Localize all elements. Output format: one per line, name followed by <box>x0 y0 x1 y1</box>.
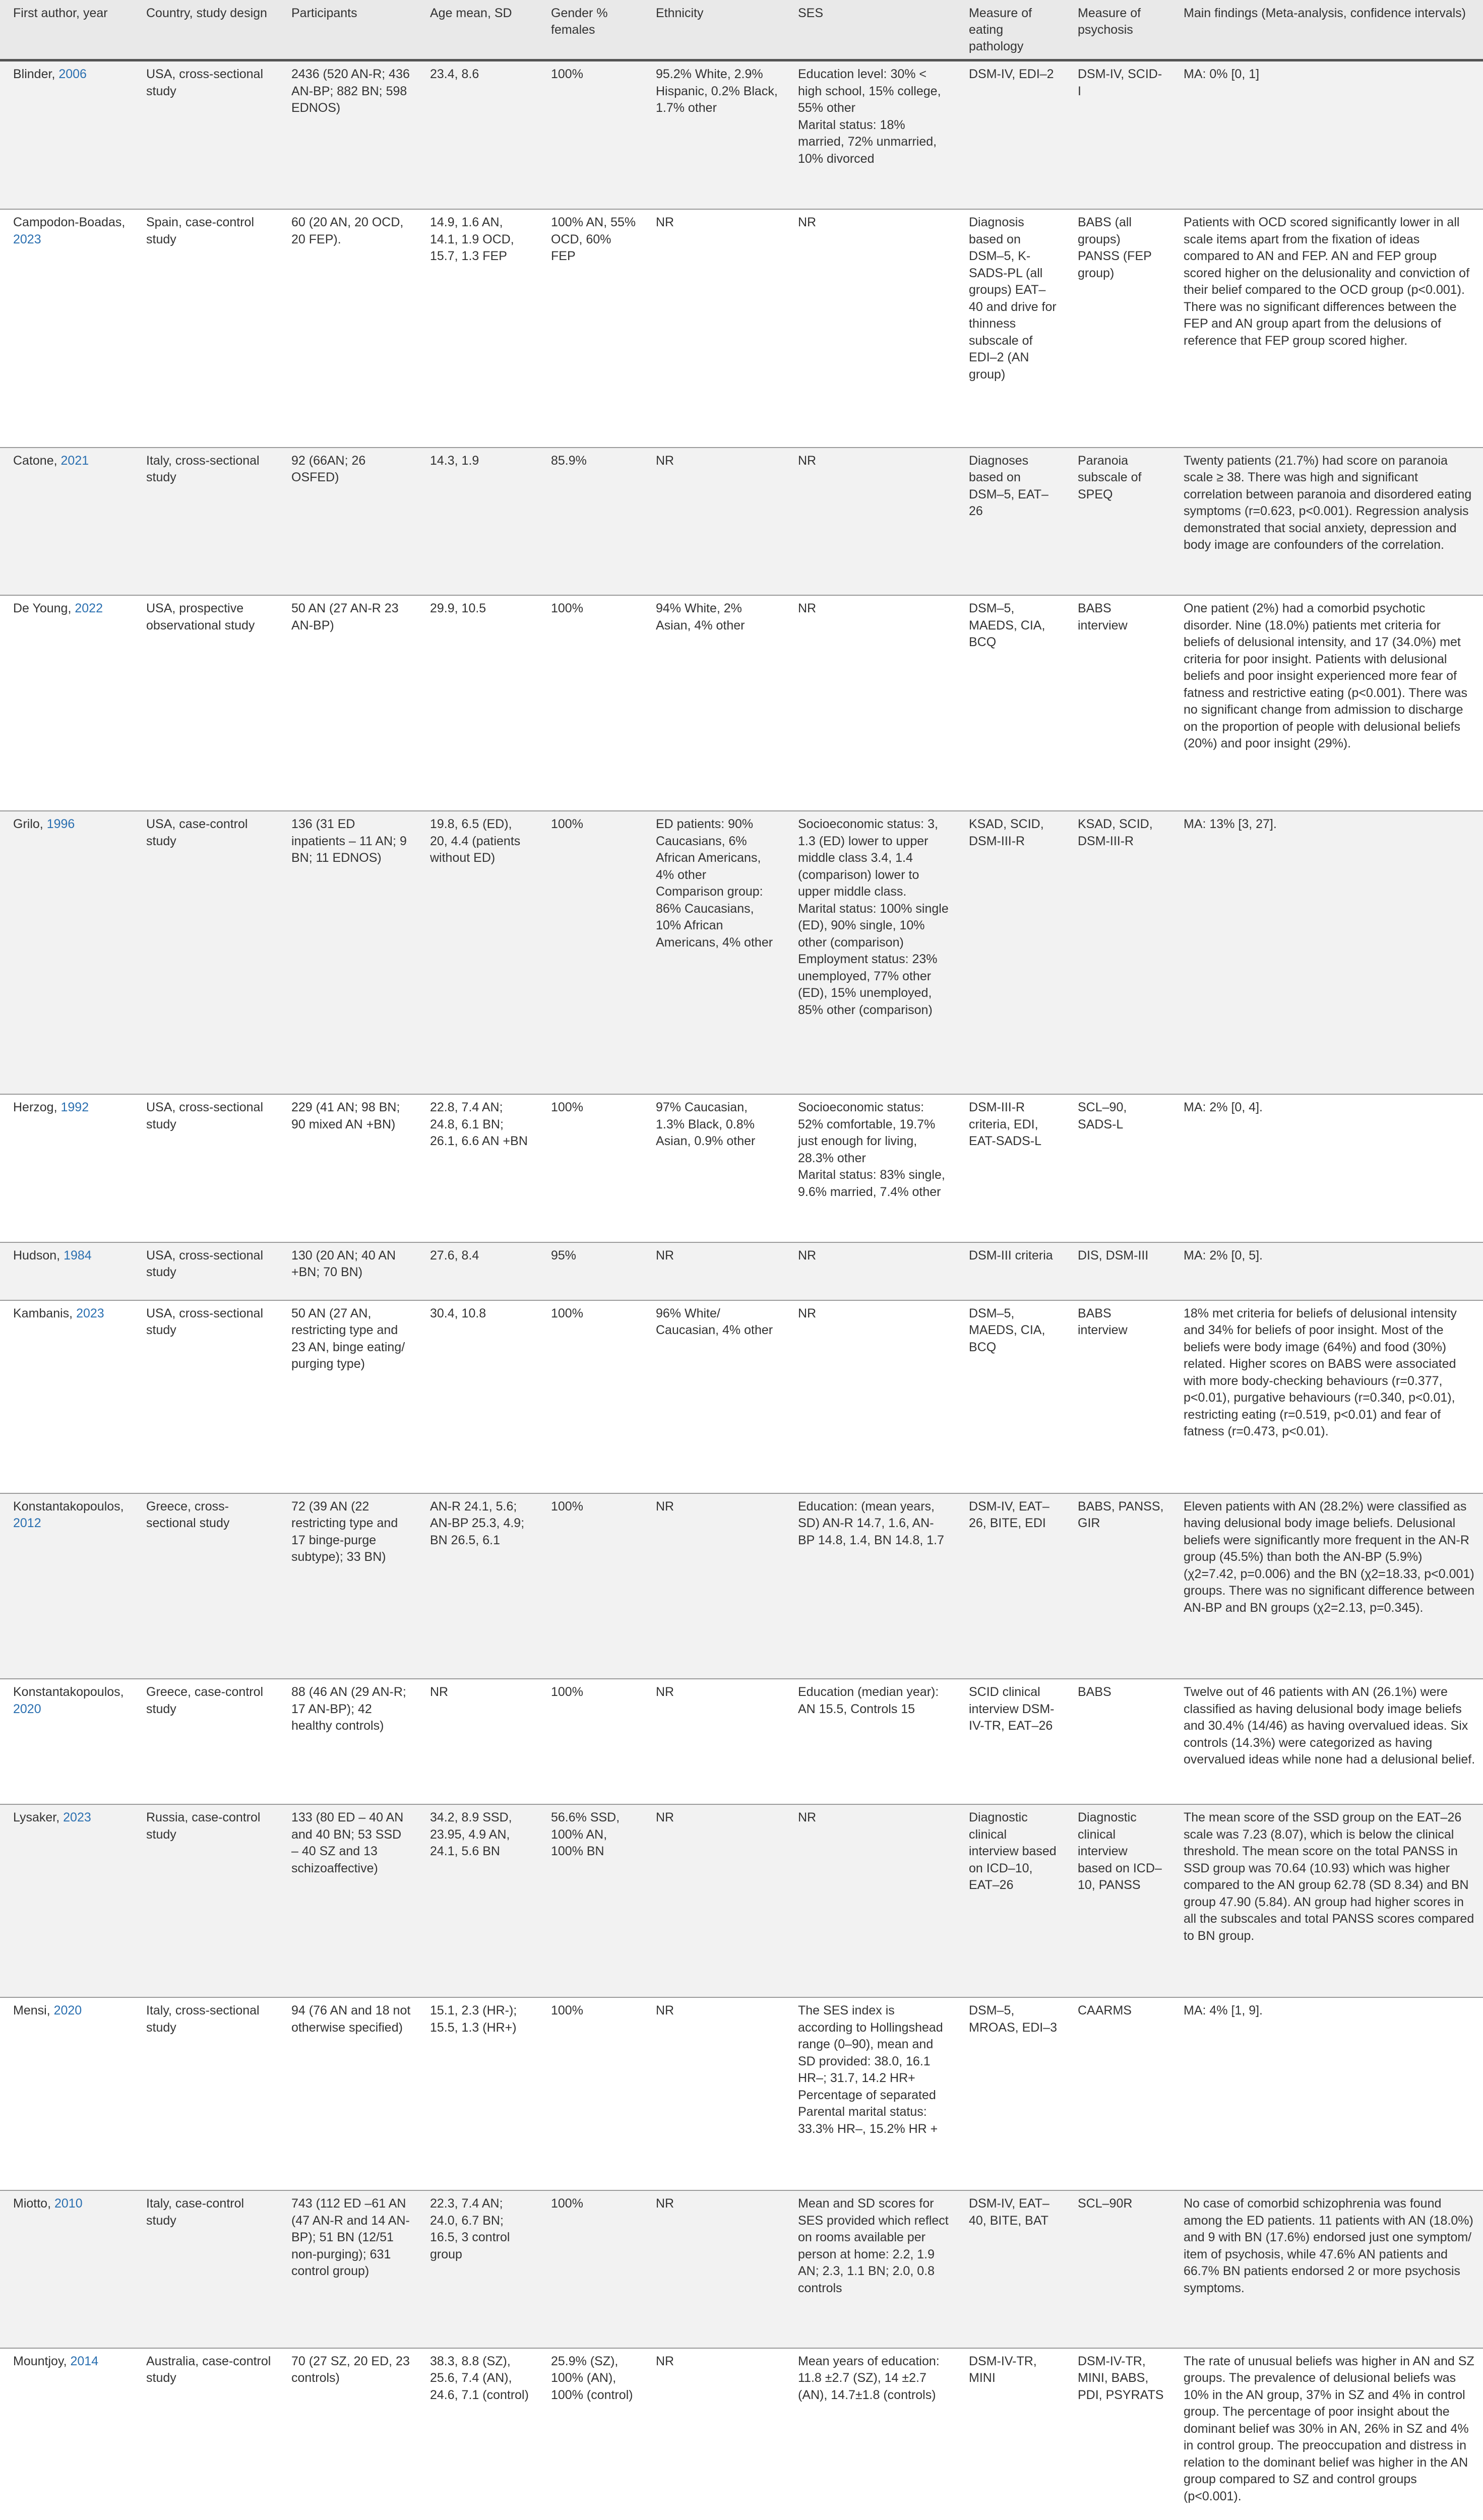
ses-cell: Mean and SD scores for SES provided which reflect on rooms available per person at home: 2.2, 1.9 AN; 2.3, 1.1 BN; 2.0, 0.8 controls <box>785 2190 956 2348</box>
country-cell: Greece, cross-sectional study <box>133 1493 278 1679</box>
table-row <box>0 811 1483 1094</box>
year-link[interactable]: 1984 <box>64 1248 92 1263</box>
ses-cell: Education level: 30% < high school, 15% college, 55% other Marital status: 18% married, 72% unmarried, 10% divorced <box>785 60 956 210</box>
findings-cell: The rate of unusual beliefs was higher in AN and SZ groups. The prevalence of delusional beliefs was 10% in the AN group, 37% in SZ and 4% in control group. The percentage of poor insight about the dominant belief was 30% in AN, 26% in SZ and 4% in control group. The preoccupation and distress in relation to the dominant belief was higher in the AN group compared to SZ and control groups (p<0.001). <box>1170 2348 1483 2520</box>
eating-measure-cell: SCID clinical interview DSM-IV-TR, EAT–26 <box>956 1679 1065 1804</box>
author-name: Kambanis, <box>13 1306 73 1320</box>
author-cell <box>0 209 133 448</box>
psychosis-measure-cell: BABS, PANSS, GIR <box>1065 1493 1170 1679</box>
table-body <box>0 60 1483 2520</box>
psychosis-measure-cell: BABS interview <box>1065 595 1170 811</box>
participants-cell: 60 (20 AN, 20 OCD, 20 FEP). <box>278 209 417 448</box>
participants-cell: 50 AN (27 AN, restricting type and 23 AN, binge eating/ purging type) <box>278 1300 417 1493</box>
gender-cell: 85.9% <box>538 448 643 596</box>
findings-cell: MA: 2% [0, 4]. <box>1170 1094 1483 1242</box>
psychosis-measure-cell: BABS interview <box>1065 1300 1170 1493</box>
participants-cell: 130 (20 AN; 40 AN +BN; 70 BN) <box>278 1242 417 1300</box>
table-header <box>0 0 1483 60</box>
participants-cell: 229 (41 AN; 98 BN; 90 mixed AN +BN) <box>278 1094 417 1242</box>
country-cell: Australia, case-control study <box>133 2348 278 2520</box>
year-link[interactable]: 2010 <box>54 2196 83 2211</box>
gender-cell: 100% <box>538 60 643 210</box>
gender-cell: 95% <box>538 1242 643 1300</box>
header-author: First author, year <box>0 0 133 60</box>
findings-cell: MA: 13% [3, 27]. <box>1170 811 1483 1094</box>
gender-cell: 100% <box>538 1493 643 1679</box>
country-cell: Greece, case-control study <box>133 1679 278 1804</box>
author-cell <box>0 1679 133 1804</box>
ethnicity-cell: NR <box>643 2348 785 2520</box>
table-row <box>0 595 1483 811</box>
age-cell: 29.9, 10.5 <box>417 595 538 811</box>
eating-measure-cell: DSM-III criteria <box>956 1242 1065 1300</box>
author-name: Catone, <box>13 453 57 468</box>
gender-cell: 100% <box>538 1094 643 1242</box>
eating-measure-cell: DSM-IV, EDI–2 <box>956 60 1065 210</box>
country-cell: USA, case-control study <box>133 811 278 1094</box>
participants-cell: 136 (31 ED inpatients – 11 AN; 9 BN; 11 EDNOS) <box>278 811 417 1094</box>
header-eating-measure: Measure of eating pathology <box>956 0 1065 60</box>
header-gender: Gender % females <box>538 0 643 60</box>
gender-cell: 25.9% (SZ), 100% (AN), 100% (control) <box>538 2348 643 2520</box>
author-cell <box>0 60 133 210</box>
author-cell <box>0 1094 133 1242</box>
country-cell: USA, cross-sectional study <box>133 1242 278 1300</box>
ses-cell: Mean years of education: 11.8 ±2.7 (SZ), 14 ±2.7 (AN), 14.7±1.8 (controls) <box>785 2348 956 2520</box>
ethnicity-cell: NR <box>643 1679 785 1804</box>
year-link[interactable]: 1992 <box>60 1100 89 1115</box>
author-name: Campodon-Boadas, <box>13 215 126 230</box>
author-cell <box>0 2348 133 2520</box>
header-main-findings: Main findings (Meta-analysis, confidence intervals) <box>1170 0 1483 60</box>
year-link[interactable]: 2006 <box>58 67 87 81</box>
table-row <box>0 448 1483 596</box>
psychosis-measure-cell: DIS, DSM-III <box>1065 1242 1170 1300</box>
findings-cell: Twelve out of 46 patients with AN (26.1%) were classified as having delusional body image beliefs and 30.4% (14/46) as having overvalued ideas. Six controls (14.3%) were categorized as having overvalued ideas while none had a delusional belief. <box>1170 1679 1483 1804</box>
ethnicity-cell: NR <box>643 448 785 596</box>
ethnicity-cell: 96% White/ Caucasian, 4% other <box>643 1300 785 1493</box>
author-cell <box>0 1300 133 1493</box>
ethnicity-cell: 95.2% White, 2.9% Hispanic, 0.2% Black, 1.7% other <box>643 60 785 210</box>
ses-cell: NR <box>785 595 956 811</box>
author-name: Miotto, <box>13 2196 51 2211</box>
year-link[interactable]: 2023 <box>76 1306 104 1320</box>
gender-cell: 100% <box>538 1679 643 1804</box>
ethnicity-cell: NR <box>643 2190 785 2348</box>
ses-cell: NR <box>785 209 956 448</box>
ethnicity-cell: NR <box>643 1997 785 2190</box>
author-name: Mensi, <box>13 2003 50 2018</box>
table-row <box>0 1493 1483 1679</box>
year-link[interactable]: 2012 <box>13 1516 41 1531</box>
participants-cell: 70 (27 SZ, 20 ED, 23 controls) <box>278 2348 417 2520</box>
country-cell: Spain, case-control study <box>133 209 278 448</box>
author-cell <box>0 595 133 811</box>
age-cell: 38.3, 8.8 (SZ), 25.6, 7.4 (AN), 24.6, 7.1 (control) <box>417 2348 538 2520</box>
age-cell: 14.3, 1.9 <box>417 448 538 596</box>
year-link[interactable]: 2023 <box>63 1810 91 1825</box>
gender-cell: 100% <box>538 595 643 811</box>
ethnicity-cell: NR <box>643 1493 785 1679</box>
ses-cell: Education: (mean years, SD) AN-R 14.7, 1.6, AN-BP 14.8, 1.4, BN 14.8, 1.7 <box>785 1493 956 1679</box>
participants-cell: 72 (39 AN (22 restricting type and 17 binge-purge subtype); 33 BN) <box>278 1493 417 1679</box>
author-cell <box>0 811 133 1094</box>
country-cell: USA, cross-sectional study <box>133 60 278 210</box>
age-cell: 30.4, 10.8 <box>417 1300 538 1493</box>
country-cell: USA, prospective observational study <box>133 595 278 811</box>
gender-cell: 100% AN, 55% OCD, 60% FEP <box>538 209 643 448</box>
table-row <box>0 209 1483 448</box>
gender-cell: 100% <box>538 2190 643 2348</box>
author-name: Konstantakopoulos, <box>13 1685 124 1699</box>
eating-measure-cell: DSM-IV, EAT–40, BITE, BAT <box>956 2190 1065 2348</box>
participants-cell: 133 (80 ED – 40 AN and 40 BN; 53 SSD – 40 SZ and 13 schizoaffective) <box>278 1804 417 1997</box>
ses-cell: Socioeconomic status: 3, 1.3 (ED) lower to upper middle class 3.4, 1.4 (comparison) lower to upper middle class. Marital status: 100% single (ED), 90% single, 10% other (comparison) Employment status: 23% unemployed, 77% other (ED), 15% unemployed, 85% other (comparison) <box>785 811 956 1094</box>
age-cell: NR <box>417 1679 538 1804</box>
age-cell: 27.6, 8.4 <box>417 1242 538 1300</box>
author-cell <box>0 2190 133 2348</box>
age-cell: 22.8, 7.4 AN; 24.8, 6.1 BN; 26.1, 6.6 AN +BN <box>417 1094 538 1242</box>
psychosis-measure-cell: SCL–90, SADS-L <box>1065 1094 1170 1242</box>
author-cell <box>0 1804 133 1997</box>
findings-cell: No case of comorbid schizophrenia was found among the ED patients. 11 patients with AN (18.0%) and 9 with BN (17.6%) endorsed just one symptom/ item of psychosis, while 47.6% AN patients and 66.7% BN patients endorsed 2 or more psychosis symptoms. <box>1170 2190 1483 2348</box>
psychosis-measure-cell: KSAD, SCID, DSM-III-R <box>1065 811 1170 1094</box>
year-link[interactable]: 2023 <box>13 232 41 246</box>
gender-cell: 100% <box>538 811 643 1094</box>
findings-cell: Patients with OCD scored significantly lower in all scale items apart from the fixation of ideas compared to AN and FEP. AN and FEP group scored higher on the delusionality and conviction of their belief compared to the OCD group (p<0.001). There was no significant differences between the FEP and AN group apart from the delusions of reference that FEP group scored higher. <box>1170 209 1483 448</box>
author-name: Mountjoy, <box>13 2354 67 2368</box>
participants-cell: 743 (112 ED –61 AN (47 AN-R and 14 AN-BP); 51 BN (12/51 non-purging); 631 control group) <box>278 2190 417 2348</box>
ethnicity-cell: NR <box>643 209 785 448</box>
ses-cell: NR <box>785 1300 956 1493</box>
psychosis-measure-cell: CAARMS <box>1065 1997 1170 2190</box>
eating-measure-cell: DSM-IV, EAT–26, BITE, EDI <box>956 1493 1065 1679</box>
table-row <box>0 1997 1483 2190</box>
country-cell: Italy, cross-sectional study <box>133 1997 278 2190</box>
eating-measure-cell: DSM–5, MAEDS, CIA, BCQ <box>956 595 1065 811</box>
findings-cell: MA: 4% [1, 9]. <box>1170 1997 1483 2190</box>
eating-measure-cell: DSM–5, MROAS, EDI–3 <box>956 1997 1065 2190</box>
participants-cell: 88 (46 AN (29 AN-R; 17 AN-BP); 42 healthy controls) <box>278 1679 417 1804</box>
age-cell: 34.2, 8.9 SSD, 23.95, 4.9 AN, 24.1, 5.6 BN <box>417 1804 538 1997</box>
participants-cell: 2436 (520 AN-R; 436 AN-BP; 882 BN; 598 EDNOS) <box>278 60 417 210</box>
gender-cell: 100% <box>538 1300 643 1493</box>
ses-cell: NR <box>785 1804 956 1997</box>
ses-cell: Education (median year): AN 15.5, Controls 15 <box>785 1679 956 1804</box>
header-participants: Participants <box>278 0 417 60</box>
table-row <box>0 60 1483 210</box>
table-row <box>0 2348 1483 2520</box>
table-row <box>0 1679 1483 1804</box>
year-link[interactable]: 2021 <box>60 453 89 468</box>
author-name: Lysaker, <box>13 1810 60 1825</box>
psychosis-measure-cell: DSM-IV, SCID-I <box>1065 60 1170 210</box>
findings-cell: One patient (2%) had a comorbid psychotic disorder. Nine (18.0%) patients met criteria for beliefs of delusional intensity, and 17 (34.0%) met criteria for poor insight. Patients with delusional beliefs and poor insight experienced more fear of fatness and restrictive eating (p<0.001). There was no significant change from admission to discharge on the proportion of people with delusional beliefs (20%) and poor insight (29%). <box>1170 595 1483 811</box>
gender-cell: 56.6% SSD, 100% AN, 100% BN <box>538 1804 643 1997</box>
author-cell <box>0 448 133 596</box>
ses-cell: Socioeconomic status: 52% comfortable, 19.7% just enough for living, 28.3% other Marital status: 83% single, 9.6% married, 7.4% other <box>785 1094 956 1242</box>
eating-measure-cell: Diagnostic clinical interview based on ICD–10, EAT–26 <box>956 1804 1065 1997</box>
table-row <box>0 1804 1483 1997</box>
ethnicity-cell: ED patients: 90% Caucasians, 6% African Americans, 4% other Comparison group: 86% Caucasians, 10% African Americans, 4% other <box>643 811 785 1094</box>
psychosis-measure-cell: DSM-IV-TR, MINI, BABS, PDI, PSYRATS <box>1065 2348 1170 2520</box>
psychosis-measure-cell: BABS (all groups) PANSS (FEP group) <box>1065 209 1170 448</box>
age-cell: 14.9, 1.6 AN, 14.1, 1.9 OCD, 15.7, 1.3 FEP <box>417 209 538 448</box>
eating-measure-cell: Diagnoses based on DSM–5, EAT–26 <box>956 448 1065 596</box>
findings-cell: MA: 0% [0, 1] <box>1170 60 1483 210</box>
year-link[interactable]: 2020 <box>53 2003 82 2018</box>
header-age: Age mean, SD <box>417 0 538 60</box>
psychosis-measure-cell: Diagnostic clinical interview based on ICD–10, PANSS <box>1065 1804 1170 1997</box>
eating-measure-cell: DSM–5, MAEDS, CIA, BCQ <box>956 1300 1065 1493</box>
year-link[interactable]: 2014 <box>70 2354 99 2368</box>
participants-cell: 92 (66AN; 26 OSFED) <box>278 448 417 596</box>
author-cell <box>0 1493 133 1679</box>
table-row <box>0 2190 1483 2348</box>
ethnicity-cell: NR <box>643 1804 785 1997</box>
participants-cell: 50 AN (27 AN-R 23 AN-BP) <box>278 595 417 811</box>
header-psychosis-measure: Measure of psychosis <box>1065 0 1170 60</box>
age-cell: 22.3, 7.4 AN; 24.0, 6.7 BN; 16.5, 3 control group <box>417 2190 538 2348</box>
findings-cell: Twenty patients (21.7%) had score on paranoia scale ≥ 38. There was high and significant correlation between paranoia and disordered eating symptoms (r=0.623, p<0.001). Regression analysis demonstrated that social anxiety, depression and body image are confounders of the correlation. <box>1170 448 1483 596</box>
ses-cell: NR <box>785 1242 956 1300</box>
age-cell: 23.4, 8.6 <box>417 60 538 210</box>
author-name: Blinder, <box>13 67 55 81</box>
author-name: Herzog, <box>13 1100 57 1115</box>
header-ses: SES <box>785 0 956 60</box>
year-link[interactable]: 2020 <box>13 1702 41 1716</box>
author-name: Grilo, <box>13 817 43 832</box>
author-cell <box>0 1997 133 2190</box>
header-row <box>0 0 1483 60</box>
findings-cell: MA: 2% [0, 5]. <box>1170 1242 1483 1300</box>
eating-measure-cell: DSM-IV-TR, MINI <box>956 2348 1065 2520</box>
psychosis-measure-cell: Paranoia subscale of SPEQ <box>1065 448 1170 596</box>
year-link[interactable]: 2022 <box>75 601 103 616</box>
country-cell: Russia, case-control study <box>133 1804 278 1997</box>
ethnicity-cell: 94% White, 2% Asian, 4% other <box>643 595 785 811</box>
ethnicity-cell: 97% Caucasian, 1.3% Black, 0.8% Asian, 0.9% other <box>643 1094 785 1242</box>
age-cell: 19.8, 6.5 (ED), 20, 4.4 (patients without ED) <box>417 811 538 1094</box>
findings-cell: The mean score of the SSD group on the EAT–26 scale was 7.23 (8.07), which is below the clinical threshold. The mean score on the total PANSS in SSD group was 70.64 (10.93) which was higher compared to the AN group 62.78 (SD 8.34) and BN group 47.90 (5.84). AN group had higher scores in all the subscales and total PANSS scores compared to BN group. <box>1170 1804 1483 1997</box>
gender-cell: 100% <box>538 1997 643 2190</box>
psychosis-measure-cell: SCL–90R <box>1065 2190 1170 2348</box>
age-cell: AN-R 24.1, 5.6; AN-BP 25.3, 4.9; BN 26.5, 6.1 <box>417 1493 538 1679</box>
ses-cell: The SES index is according to Hollingshead range (0–90), mean and SD provided: 38.0, 16.1 HR–; 31.7, 14.2 HR+ Percentage of separated Parental marital status: 33.3% HR–, 15.2% HR + <box>785 1997 956 2190</box>
country-cell: USA, cross-sectional study <box>133 1094 278 1242</box>
author-cell <box>0 1242 133 1300</box>
header-ethnicity: Ethnicity <box>643 0 785 60</box>
eating-measure-cell: DSM-III-R criteria, EDI, EAT-SADS-L <box>956 1094 1065 1242</box>
header-country: Country, study design <box>133 0 278 60</box>
eating-measure-cell: Diagnosis based on DSM–5, K-SADS-PL (all groups) EAT–40 and drive for thinness subscale of EDI–2 (AN group) <box>956 209 1065 448</box>
psychosis-measure-cell: BABS <box>1065 1679 1170 1804</box>
author-name: Hudson, <box>13 1248 60 1263</box>
participants-cell: 94 (76 AN and 18 not otherwise specified) <box>278 1997 417 2190</box>
table-row <box>0 1094 1483 1242</box>
ethnicity-cell: NR <box>643 1242 785 1300</box>
country-cell: USA, cross-sectional study <box>133 1300 278 1493</box>
author-name: Konstantakopoulos, <box>13 1499 124 1514</box>
year-link[interactable]: 1996 <box>46 817 75 832</box>
country-cell: Italy, cross-sectional study <box>133 448 278 596</box>
author-name: De Young, <box>13 601 72 616</box>
table-row <box>0 1242 1483 1300</box>
country-cell: Italy, case-control study <box>133 2190 278 2348</box>
table-row <box>0 1300 1483 1493</box>
eating-measure-cell: KSAD, SCID, DSM-III-R <box>956 811 1065 1094</box>
age-cell: 15.1, 2.3 (HR-); 15.5, 1.3 (HR+) <box>417 1997 538 2190</box>
findings-cell: Eleven patients with AN (28.2%) were classified as having delusional body image beliefs. Delusional beliefs were significantly more frequent in the AN-R group (45.5%) than both the AN-BP (5.9%) (χ2=7.42, p=0.006) and the BN (χ2=18.33, p<0.001) groups. There was no significant difference between AN-BP and BN groups (χ2=2.13, p=0.345). <box>1170 1493 1483 1679</box>
findings-cell: 18% met criteria for beliefs of delusional intensity and 34% for beliefs of poor insight. Most of the beliefs were body image (64%) and food (30%) related. Higher scores on BABS were associated with more body-checking behaviours (r=0.377, p<0.01), purgative behaviours (r=0.340, p<0.01), restricting eating (r=0.519, p<0.01) and fear of fatness (r=0.473, p<0.01). <box>1170 1300 1483 1493</box>
ses-cell: NR <box>785 448 956 596</box>
